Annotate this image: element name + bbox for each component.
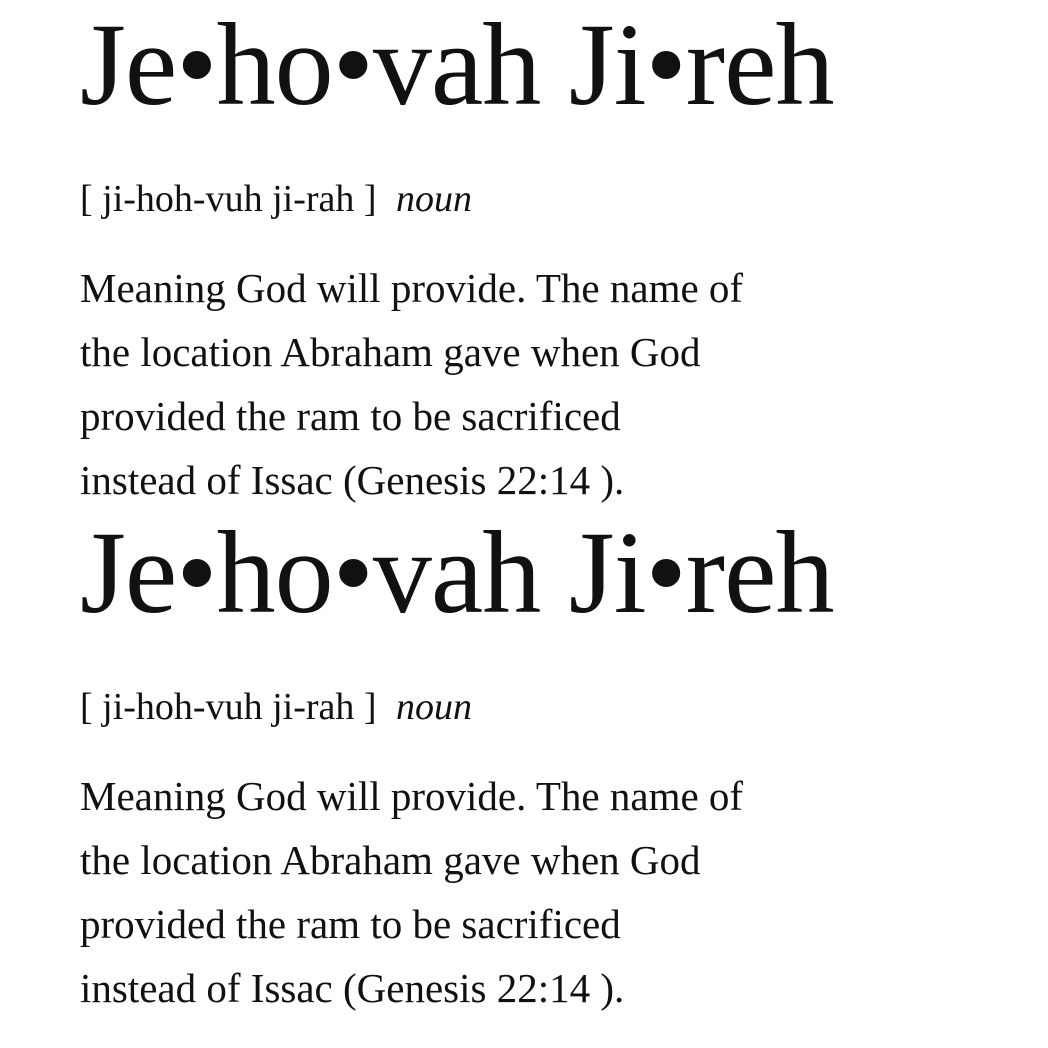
definition-line: provided the ram to be sacrificed — [80, 393, 621, 439]
definition — [80, 256, 940, 512]
part-of-speech: noun — [396, 178, 473, 220]
pronunciation: [ ji-hoh-vuh ji-rah ] — [80, 686, 377, 728]
dictionary-entry — [80, 0, 980, 512]
dictionary-entry — [80, 508, 980, 1020]
definition-line: the location Abraham gave when God — [80, 837, 701, 883]
definition-line: instead of Issac (Genesis 22:14 ). — [80, 457, 625, 503]
definition-line: instead of Issac (Genesis 22:14 ). — [80, 965, 625, 1011]
definition — [80, 764, 940, 1020]
pronunciation-line — [80, 180, 980, 218]
pronunciation: [ ji-hoh-vuh ji-rah ] — [80, 178, 377, 220]
part-of-speech: noun — [396, 686, 473, 728]
headword: Je•ho•vah Ji•reh — [80, 0, 834, 130]
pronunciation-line — [80, 688, 980, 726]
headword: Je•ho•vah Ji•reh — [80, 507, 834, 638]
definition-line: Meaning God will provide. The name of — [80, 773, 744, 819]
definition-line: Meaning God will provide. The name of — [80, 265, 744, 311]
definition-line: the location Abraham gave when God — [80, 329, 701, 375]
definition-line: provided the ram to be sacrificed — [80, 901, 621, 947]
